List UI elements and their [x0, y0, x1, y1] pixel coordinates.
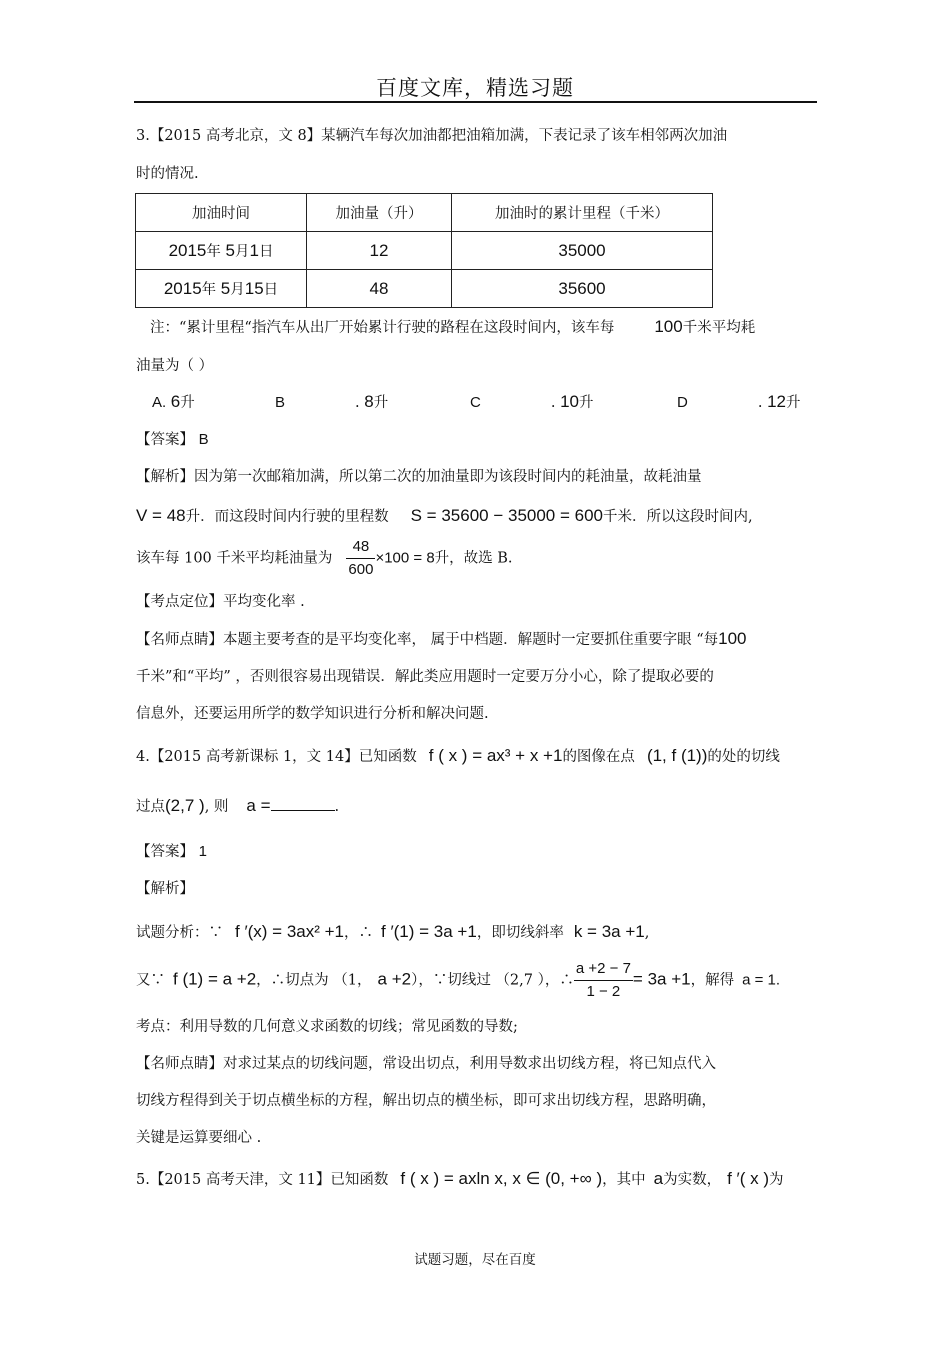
q4-mingshi-line1: 【名师点睛】对求过某点的切线问题，常设出切点，利用导数求出切线方程，将已知点代入 [136, 1056, 716, 1072]
table-cell-date: 2015年 5月1日 [136, 232, 307, 270]
table-cell-mileage: 35600 [452, 270, 713, 308]
answer-blank [271, 796, 335, 811]
q4-kaodian: 考点：利用导数的几何意义求函数的切线；常见函数的导数; [136, 1019, 518, 1035]
q3-mingshi-line1: 【名师点睛】本题主要考查的是平均变化率， 属于中档题．解题时一定要抓住重要字眼 “每100 [136, 629, 747, 648]
q4-you: 又∵ f (1) = a +2，∴切点为 （1， a +2），∵切线过 （2,7 ），∴ $\frac{a +2 - 7}{1 - 2}$ = 3a +1，解得 a = 1. [136, 958, 780, 1003]
table-cell-amount: 12 [307, 232, 452, 270]
table-cell-mileage: 35000 [452, 232, 713, 270]
q3-mingshi-line3: 信息外，还要运用所学的数学知识进行分析和解决问题. [136, 706, 489, 722]
fraction: $\frac{48}{600}$ [348, 538, 374, 578]
table-header-cell: 加油时间 [136, 194, 307, 232]
table-header-cell: 加油时的累计里程（千米） [452, 194, 713, 232]
table-header-cell: 加油量（升） [307, 194, 452, 232]
q4-fenxi: 试题分析：∵ f ′(x) = 3ax² +1，∴ f ′(1) = 3a +1，即切线斜率 k = 3a +1, [136, 922, 650, 941]
q3-option-b: B . 8升 [275, 392, 389, 411]
q3-mingshi-line2: 千米”和“平均” ，否则很容易出现错误．解此类应用题时一定要万分小心，除了提取必要的 [136, 669, 714, 685]
q3-analysis-line3: 该车每 100 千米平均耗油量为 $\frac{48}{600}$ ×100 = 8升，故选 B. [136, 536, 513, 581]
q3-kaodian: 【考点定位】平均变化率 . [136, 594, 305, 610]
q3-answer: 【答案】 B [136, 431, 209, 448]
q4-line2: 过点(2,7 ), 则 a = . [136, 796, 340, 815]
fuel-table [135, 193, 713, 308]
table-cell-amount: 48 [307, 270, 452, 308]
q3-line1: 3.【2015 高考北京，文 8】某辆汽车每次加油都把油箱加满，下表记录了该车相邻两次加油 [136, 128, 728, 144]
page-footer: 试题习题，尽在百度 [414, 1252, 536, 1268]
q3-option-a: A. 6升 [152, 392, 195, 411]
table-cell-date: 2015年 5月15日 [136, 270, 307, 308]
q3-note: 注：“累计里程“指汽车从出厂开始累计行驶的路程在这段时间内，该车每 100千米平均耗 [150, 317, 756, 336]
q4-answer: 【答案】 1 [136, 843, 207, 860]
q3-note-line2: 油量为（ ） [136, 358, 214, 374]
header-title: 百度文库，精选习题 [376, 76, 574, 100]
q4-analysis-label: 【解析】 [136, 881, 194, 897]
q3-line2: 时的情况. [136, 166, 199, 182]
fraction: $\frac{a +2 - 7}{1 - 2}$ [575, 960, 631, 1000]
table-row [136, 232, 713, 270]
table-row [136, 270, 713, 308]
q3-option-d: D . 12升 [677, 392, 801, 411]
q5-line1: 5.【2015 高考天津，文 11】已知函数 f ( x ) = axln x, x ∈ (0, +∞ )，其中 a为实数， f ′( x )为 [136, 1169, 784, 1188]
q3-option-c: C . 10升 [470, 392, 594, 411]
q3-analysis-line2: V = 48升．而这段时间内行驶的里程数 S = 35600 − 35000 = 600千米．所以这段时间内, [136, 506, 753, 525]
header-divider [134, 101, 817, 103]
q4-line1: 4.【2015 高考新课标 1，文 14】已知函数 f ( x ) = ax³ + x +1的图像在点 (1, f (1))的处的切线 [136, 746, 780, 765]
table-header-row [136, 194, 713, 232]
q3-analysis-line1: 【解析】因为第一次邮箱加满，所以第二次的加油量即为该段时间内的耗油量，故耗油量 [136, 469, 702, 485]
q4-mingshi-line3: 关键是运算要细心 . [136, 1130, 262, 1146]
q4-mingshi-line2: 切线方程得到关于切点横坐标的方程，解出切点的横坐标，即可求出切线方程，思路明确， [136, 1093, 716, 1109]
